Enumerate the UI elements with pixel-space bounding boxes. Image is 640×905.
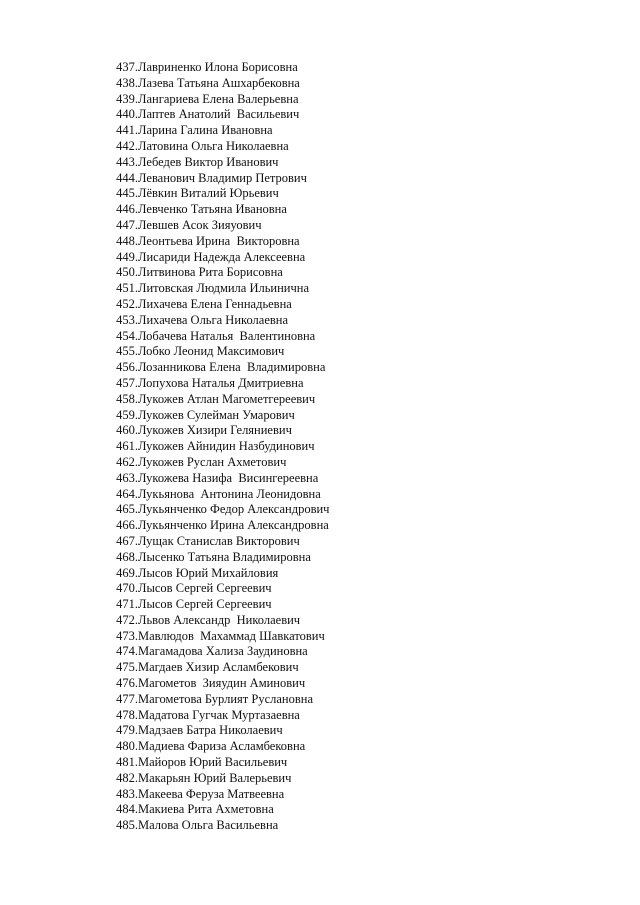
entry-number: 476. [116,676,138,691]
list-item [100,612,301,629]
entry-name: Майоров Юрий Васильевич [138,755,288,770]
entry-number: 448. [116,233,138,248]
entry-number: 484. [116,802,138,817]
list-item [100,375,304,392]
entry-name: Лукьянова Антонина Леонидовна [138,486,321,501]
entry-number: 445. [116,186,138,201]
list-item [100,344,285,360]
list-item [100,249,306,266]
entry-name: Лозанникова Елена Владимировна [138,360,326,375]
list-item [100,312,289,329]
list-item [100,502,330,518]
entry-name: Лукожев Сулейман Умарович [138,407,295,422]
entry-name: Лукожев Атлан Магометгереевич [138,391,316,406]
entry-name: Лангариева Елена Валерьевна [138,91,299,106]
entry-name: Лобачева Наталья Валентиновна [138,328,316,343]
entry-name: Лукожев Руслан Ахметович [138,454,287,469]
entry-number: 469. [116,565,138,580]
entry-name: Лукожева Назифа Висингереевна [138,470,319,485]
list-item [100,60,298,76]
list-item [100,818,279,834]
entry-name: Лихачева Ольга Николаевна [138,312,289,327]
list-item [100,233,300,250]
list-item [100,391,316,408]
entry-name: Левшев Асок Зияуович [138,217,262,232]
list-item [100,217,262,234]
entry-name: Магометов Зияудин Аминович [138,676,306,691]
entry-name: Макеева Феруза Матвеевна [138,786,285,801]
list-item [100,123,273,139]
entry-number: 466. [116,518,138,533]
list-item [100,91,299,108]
entry-number: 444. [116,170,138,185]
list-item [100,328,316,345]
list-item [100,360,326,376]
entry-name: Лавриненко Илона Борисовна [138,60,298,74]
list-item [100,107,300,123]
list-item [100,170,307,187]
list-item [100,739,306,755]
entry-name: Макарьян Юрий Валерьевич [138,770,292,785]
entry-number: 446. [116,202,138,217]
entry-name: Лысов Сергей Сергеевич [138,581,272,596]
entry-number: 460. [116,423,138,438]
entry-number: 453. [116,312,138,327]
entry-name: Лисариди Надежда Алексеевна [138,249,306,264]
list-item [100,581,272,597]
entry-number: 458. [116,391,138,406]
list-item [100,202,287,218]
entry-name: Лукьянченко Федор Александрович [138,502,330,517]
entry-number: 475. [116,660,138,675]
list-item [100,265,283,281]
entry-number: 447. [116,217,138,232]
entry-name: Левченко Татьяна Ивановна [138,202,287,217]
entry-name: Ларина Галина Ивановна [138,123,273,138]
entry-number: 464. [116,486,138,501]
entry-number: 441. [116,123,138,138]
list-item [100,470,319,487]
entry-name: Литвинова Рита Борисовна [138,265,283,280]
entry-number: 442. [116,138,138,153]
list-item [100,439,315,455]
entry-number: 438. [116,75,138,90]
entry-name: Лаптев Анатолий Васильевич [138,107,300,122]
entry-name: Лущак Станислав Викторович [138,533,300,548]
entry-number: 470. [116,581,138,596]
entry-number: 472. [116,612,138,627]
list-item [100,660,299,676]
list-item [100,296,292,313]
entry-number: 452. [116,296,138,311]
entry-number: 474. [116,644,138,659]
list-item [100,518,329,534]
entry-number: 477. [116,691,138,706]
entry-number: 482. [116,770,138,785]
entry-number: 481. [116,755,138,770]
list-item [100,407,295,424]
entry-number: 457. [116,375,138,390]
entry-number: 454. [116,328,138,343]
entry-number: 483. [116,786,138,801]
entry-number: 465. [116,502,138,517]
list-item [100,281,310,297]
entry-number: 478. [116,707,138,722]
entry-name: Лукожев Айнидин Назбудинович [138,439,315,454]
list-item [100,691,313,708]
list-item [100,770,292,787]
entry-name: Магдаев Хизир Асламбекович [138,660,299,675]
entry-name: Лысов Юрий Михайловия [138,565,279,580]
entry-name: Лопухова Наталья Дмитриевна [138,375,304,390]
name-list [100,60,330,834]
entry-number: 459. [116,407,138,422]
entry-name: Лихачева Елена Геннадьевна [138,296,292,311]
entry-name: Лёвкин Виталий Юрьевич [138,186,279,201]
list-item [100,138,289,155]
list-item [100,644,308,660]
entry-number: 449. [116,249,138,264]
list-item [100,533,300,550]
entry-name: Магометова Бурлият Руслановна [138,691,313,706]
entry-name: Мадатова Гугчак Муртазаевна [138,707,300,722]
entry-number: 461. [116,439,138,454]
entry-number: 480. [116,739,138,754]
entry-number: 456. [116,360,138,375]
entry-name: Львов Александр Николаевич [138,612,301,627]
list-item [100,423,292,439]
entry-name: Литовская Людмила Ильинична [138,281,310,296]
entry-name: Леонтьева Ирина Викторовна [138,233,300,248]
entry-name: Малова Ольга Васильевна [138,818,279,833]
entry-name: Лысенко Татьяна Владимировна [138,549,311,564]
entry-number: 462. [116,454,138,469]
entry-name: Латовина Ольга Николаевна [138,138,289,153]
entry-name: Лысов Сергей Сергеевич [138,597,272,612]
entry-name: Лукьянченко Ирина Александровна [138,518,329,533]
entry-number: 439. [116,91,138,106]
entry-number: 450. [116,265,138,280]
entry-name: Магамадова Хализа Заудиновна [138,644,308,659]
list-item [100,154,279,171]
list-item [100,565,279,582]
list-item [100,549,311,566]
list-item [100,676,306,692]
entry-number: 463. [116,470,138,485]
entry-name: Мавлюдов Махаммад Шавкатович [138,628,325,643]
list-item [100,723,283,739]
entry-number: 467. [116,533,138,548]
entry-number: 451. [116,281,138,296]
entry-name: Лебедев Виктор Иванович [138,154,279,169]
entry-number: 471. [116,597,138,612]
entry-number: 473. [116,628,138,643]
entry-number: 455. [116,344,138,359]
list-item [100,454,287,471]
list-item [100,707,300,724]
entry-number: 443. [116,154,138,169]
entry-name: Лобко Леонид Максимович [138,344,285,359]
entry-name: Лукожев Хизири Геляниевич [138,423,292,438]
entry-name: Леванович Владимир Петрович [138,170,307,185]
entry-number: 440. [116,107,138,122]
entry-number: 479. [116,723,138,738]
entry-number: 437. [116,60,138,74]
list-item [100,75,300,92]
entry-number: 468. [116,549,138,564]
list-item [100,802,274,818]
list-item [100,186,279,202]
entry-name: Мадиева Фариза Асламбековна [138,739,306,754]
list-item [100,628,325,645]
list-item [100,597,272,613]
list-item [100,786,285,803]
list-item [100,755,288,771]
entry-name: Лазева Татьяна Ашхарбековна [138,75,300,90]
entry-number: 485. [116,818,138,833]
entry-name: Мадзаев Батра Николаевич [138,723,283,738]
list-item [100,486,321,503]
entry-name: Макиева Рита Ахметовна [138,802,274,817]
